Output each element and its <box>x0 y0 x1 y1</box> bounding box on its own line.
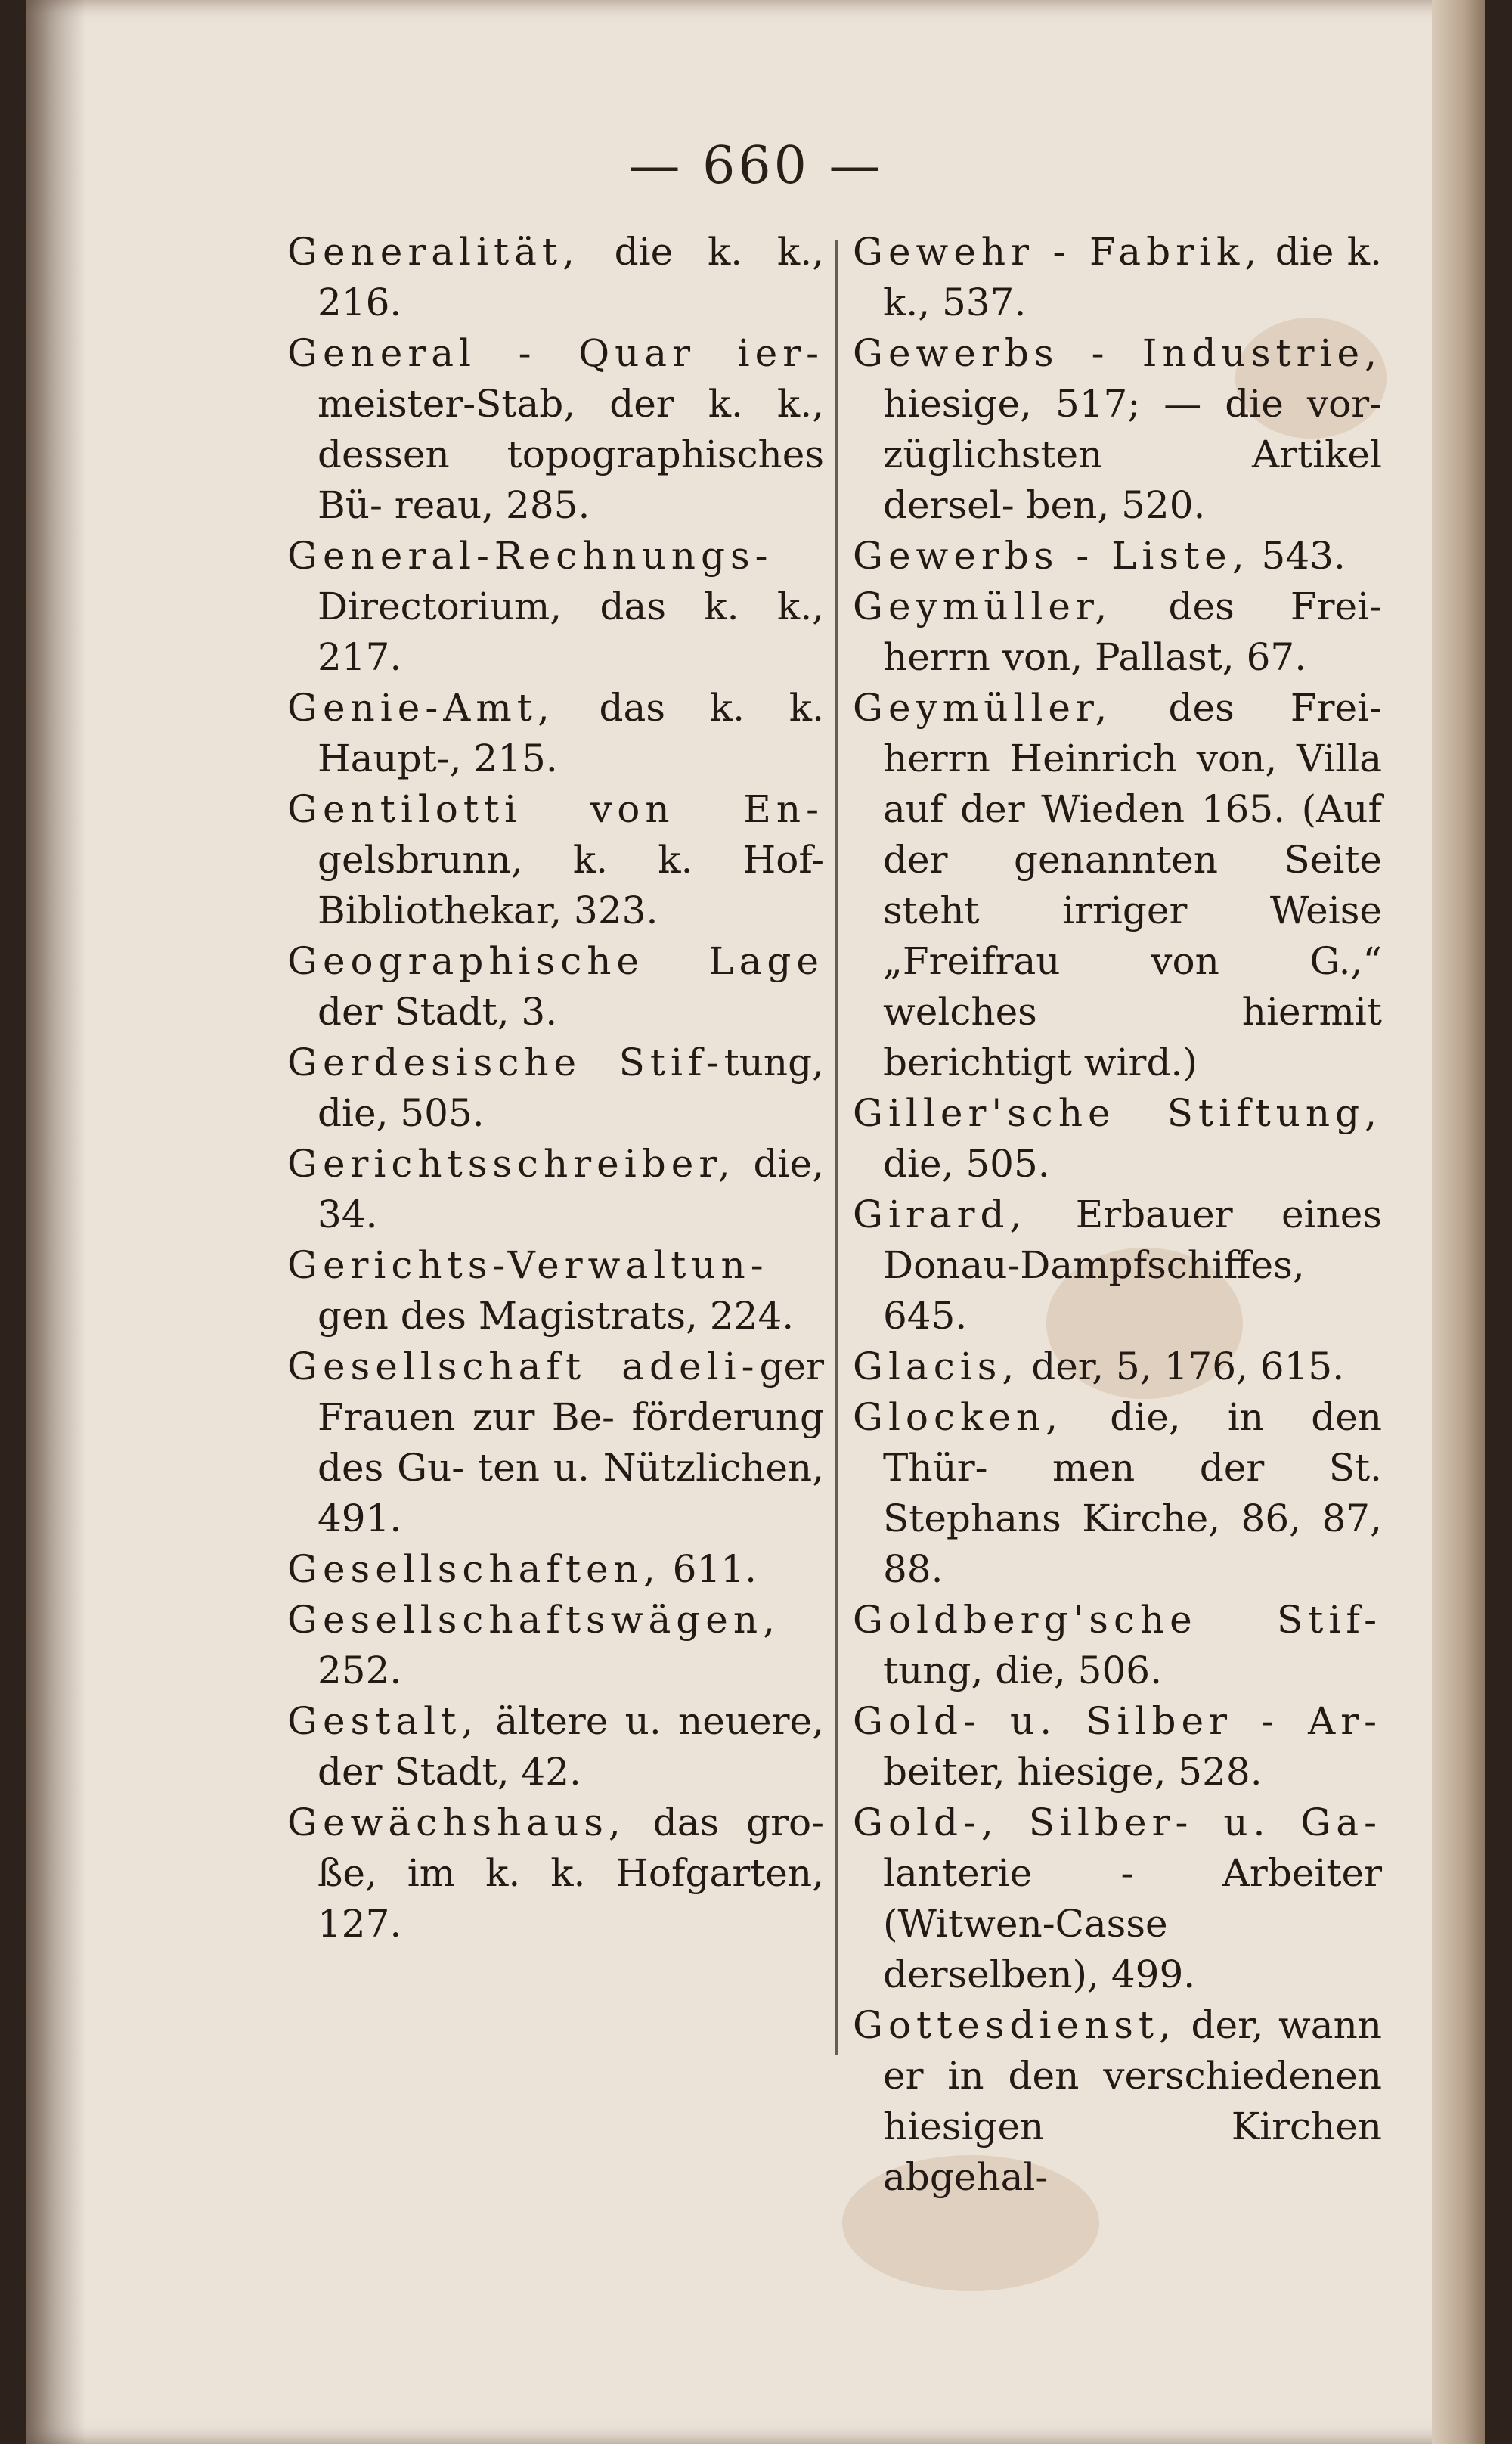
entry-text: das gro- ße, im k. k. Hofgarten, 127. <box>318 1800 824 1946</box>
binding-shadow <box>26 0 86 2444</box>
index-entry <box>853 582 1382 683</box>
index-entry <box>287 1797 824 1949</box>
index-entry <box>287 1139 824 1240</box>
entry-text: die, in den Thür- men der St. Stephans Kirche, 86, 87, 88. <box>883 1395 1382 1591</box>
index-entry <box>287 936 824 1037</box>
column-divider <box>835 240 838 2055</box>
entry-text: die k. k., 537. <box>883 230 1382 324</box>
entry-keyword: Glocken, <box>853 1395 1064 1439</box>
entry-keyword: General-Rechnungs- <box>287 534 773 578</box>
entry-keyword: Gerichts-Verwaltun- <box>287 1243 769 1287</box>
entry-keyword: Gewehr - Fabrik, <box>853 230 1263 274</box>
entry-keyword: Gewerbs - Liste, <box>853 534 1250 578</box>
entry-text: meister-Stab, der k. k., dessen topographisches Bü- reau, 285. <box>318 382 824 527</box>
entry-text: der, wann er in den verschiedenen hiesigen Kirchen abgehal- <box>883 2003 1382 2199</box>
entry-text: des Frei- herrn Heinrich von, Villa auf der Wieden 165. (Auf der genannten Seite steht irriger Weise „Freifrau von G.,“ welches hiermit berichtigt wird.) <box>883 686 1382 1084</box>
index-entry <box>853 531 1382 582</box>
index-entry <box>853 227 1382 328</box>
index-entry <box>853 2000 1382 2203</box>
index-entry <box>287 1696 824 1797</box>
entry-text: tung, die, 506. <box>883 1648 1162 1692</box>
index-entry <box>853 1696 1382 1797</box>
entry-text: lanterie - Arbeiter (Witwen-Casse derselben), 499. <box>883 1851 1382 1996</box>
index-entry <box>287 683 824 784</box>
page-number: — 660 — <box>628 136 884 196</box>
index-entry <box>287 328 824 531</box>
index-entry <box>287 1341 824 1544</box>
entry-text: 611. <box>660 1547 757 1591</box>
index-entry <box>853 1341 1382 1392</box>
entry-keyword: Generalität, <box>287 230 580 274</box>
index-entry <box>287 227 824 328</box>
left-column <box>287 227 824 1949</box>
entry-text: die, 34. <box>318 1142 824 1236</box>
entry-text: ältere u. neuere, der Stadt, 42. <box>318 1699 824 1794</box>
index-entry <box>853 683 1382 1088</box>
entry-keyword: Glacis, <box>853 1345 1020 1388</box>
entry-keyword: Gerichtsschreiber, <box>287 1142 736 1186</box>
entry-text: Directorium, das k. k., 217. <box>318 585 824 679</box>
entry-text: 543. <box>1249 534 1346 578</box>
entry-text: 252. <box>318 1648 402 1692</box>
entry-keyword: General - Quar ier- <box>287 331 824 375</box>
entry-keyword: Gesellschaften, <box>287 1547 661 1591</box>
entry-keyword: Gesellschaft adeli- <box>287 1345 760 1388</box>
entry-text: ger Frauen zur Be- förderung des Gu- ten u. Nützlichen, 491. <box>318 1345 824 1540</box>
entry-text: der Stadt, 3. <box>318 990 558 1034</box>
entry-text: die, 505. <box>883 1142 1050 1186</box>
entry-keyword: Genie-Amt, <box>287 686 555 730</box>
index-entry <box>853 1189 1382 1341</box>
entry-keyword: Gentilotti von En- <box>287 787 824 831</box>
right-column <box>853 227 1382 2203</box>
entry-keyword: Gold-, Silber- u. Ga- <box>853 1800 1382 1844</box>
entry-keyword: Gewerbs - Industrie, <box>853 331 1382 375</box>
entry-keyword: Geymüller, <box>853 585 1113 628</box>
entry-keyword: Gesellschaftswägen, <box>287 1598 780 1642</box>
entry-text: das k. k. Haupt-, 215. <box>318 686 824 780</box>
entry-text: der, 5, 176, 615. <box>1019 1345 1345 1388</box>
entry-keyword: Gold- u. Silber - Ar- <box>853 1699 1382 1743</box>
index-entry <box>287 784 824 936</box>
entry-text: beiter, hiesige, 528. <box>883 1750 1263 1794</box>
entry-keyword: Geymüller, <box>853 686 1113 730</box>
entry-keyword: Gottesdienst, <box>853 2003 1176 2047</box>
page-edge <box>1432 0 1485 2444</box>
index-entry <box>853 1392 1382 1595</box>
index-entry <box>287 1595 824 1696</box>
entry-keyword: Geographische Lage <box>287 939 824 983</box>
index-entry <box>853 328 1382 531</box>
entry-text: gen des Magistrats, 224. <box>318 1294 795 1338</box>
entry-keyword: Giller'sche Stiftung, <box>853 1091 1382 1135</box>
entry-text: des Frei- herrn von, Pallast, 67. <box>883 585 1382 679</box>
entry-keyword: Gerdesische Stif- <box>287 1041 724 1084</box>
entry-keyword: Girard, <box>853 1193 1027 1236</box>
entry-keyword: Gewächshaus, <box>287 1800 626 1844</box>
index-entry <box>287 1240 824 1341</box>
index-entry <box>853 1797 1382 2000</box>
index-entry <box>287 1037 824 1139</box>
entry-text: die k. k., 216. <box>318 230 824 324</box>
entry-text: gelsbrunn, k. k. Hof- Bibliothekar, 323. <box>318 838 824 932</box>
index-entry <box>853 1088 1382 1189</box>
entry-keyword: Gestalt, <box>287 1699 479 1743</box>
entry-text: tung, die, 505. <box>318 1041 824 1135</box>
entry-text: hiesige, 517; — die vor- züglichsten Artikel dersel- ben, 520. <box>883 382 1382 527</box>
index-entry <box>287 531 824 683</box>
entry-text: Erbauer eines Donau-Dampfschiffes, 645. <box>883 1193 1382 1338</box>
index-entry <box>853 1595 1382 1696</box>
entry-keyword: Goldberg'sche Stif- <box>853 1598 1382 1642</box>
index-entry <box>287 1544 824 1595</box>
